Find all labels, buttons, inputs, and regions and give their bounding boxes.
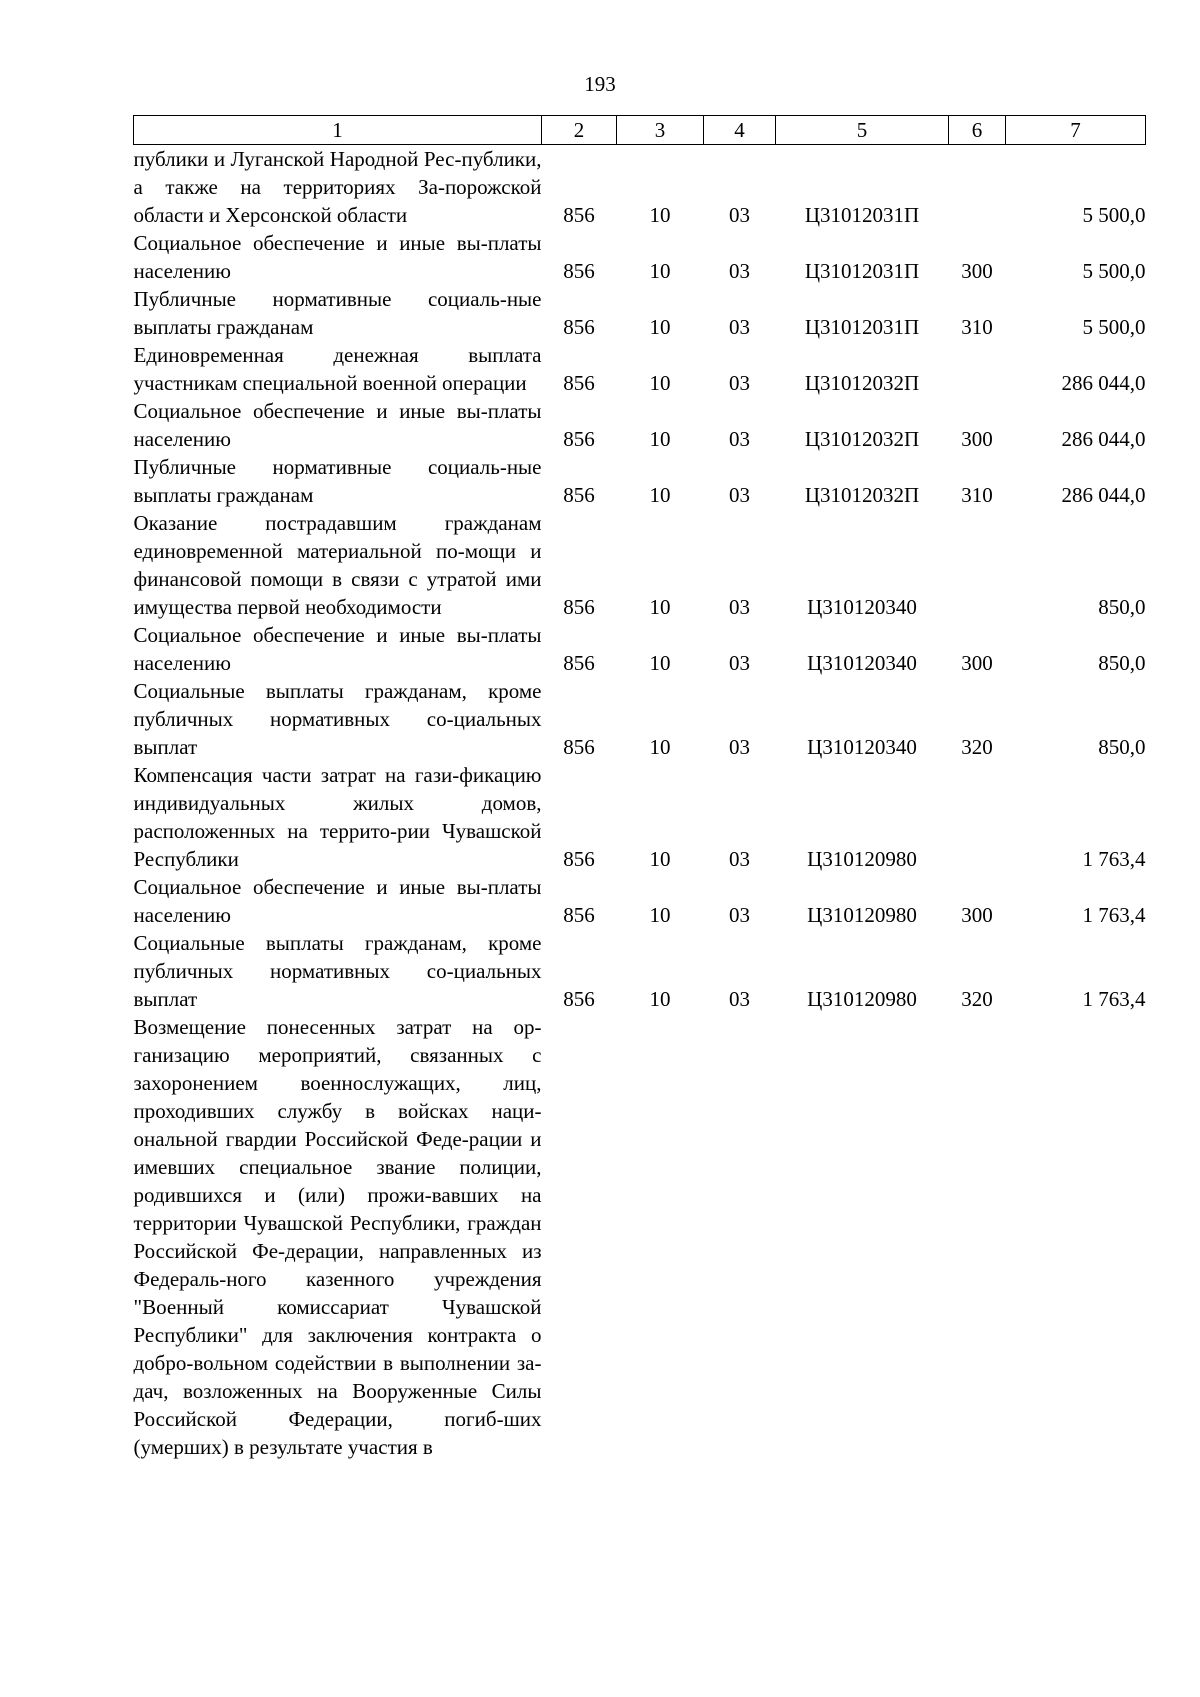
row-subsection: 03: [729, 483, 750, 507]
column-header-5: 5: [776, 116, 949, 145]
row-expense-type: 320: [961, 987, 993, 1011]
row-target-item: Ц310120980: [807, 987, 917, 1011]
row-subsection: 03: [729, 371, 750, 395]
row-expense-type: 310: [961, 315, 993, 339]
row-target-item: Ц310120340: [807, 735, 917, 759]
row-name: Социальное обеспечение и иные вы-платы населению: [133, 231, 542, 283]
row-name: Публичные нормативные социаль-ные выплаты гражданам: [133, 287, 542, 339]
row-ministry-code: 856: [563, 203, 595, 227]
row-expense-type: 320: [961, 735, 993, 759]
row-target-item: Ц31012032П: [804, 427, 920, 451]
row-target-item: Ц31012031П: [804, 259, 920, 283]
row-amount: 286 044,0: [1061, 483, 1146, 507]
row-amount: 5 500,0: [1082, 315, 1146, 339]
table-row: [134, 453, 1146, 509]
row-subsection: 03: [729, 427, 750, 451]
row-ministry-code: 856: [563, 315, 595, 339]
row-section: 10: [649, 259, 671, 283]
row-name: Социальные выплаты гражданам, кроме публичных нормативных со-циальных выплат: [133, 679, 542, 759]
row-section: 10: [649, 371, 671, 395]
row-ministry-code: 856: [563, 371, 595, 395]
row-subsection: 03: [729, 595, 750, 619]
row-expense-type: 300: [961, 651, 993, 675]
row-name: Компенсация части затрат на гази-фикацию индивидуальных жилых домов, расположенных на террито-рии Чувашской Республики: [133, 763, 542, 871]
column-header-4: 4: [704, 116, 776, 145]
table-row: [134, 621, 1146, 677]
row-section: 10: [649, 427, 671, 451]
row-expense-type: 300: [961, 259, 993, 283]
row-expense-type: [949, 145, 1006, 230]
row-subsection: 03: [729, 259, 750, 283]
column-header-2: 2: [542, 116, 617, 145]
row-ministry-code: 856: [563, 847, 595, 871]
row-name: публики и Луганской Народной Рес-публики, а также на территориях За-порожской области и Херсонской области: [133, 147, 542, 227]
table-row: [134, 285, 1146, 341]
row-name: Социальные выплаты гражданам, кроме публичных нормативных со-циальных выплат: [133, 931, 542, 1011]
row-amount: 850,0: [1098, 735, 1146, 759]
row-ministry-code: 856: [563, 427, 595, 451]
table-row: [134, 145, 1146, 230]
table-header-row: [134, 116, 1146, 145]
page-number: 193: [584, 72, 616, 96]
row-section: 10: [649, 483, 671, 507]
row-target-item: Ц31012032П: [804, 483, 920, 507]
row-target-item: Ц31012032П: [804, 371, 920, 395]
row-name: Оказание пострадавшим гражданам единовременной материальной по-мощи и финансовой помощи в связи с утратой ими имущества первой необходимости: [133, 511, 542, 619]
row-subsection: 03: [729, 987, 750, 1011]
column-header-1: 1: [134, 116, 542, 145]
row-subsection: 03: [729, 315, 750, 339]
row-ministry-code: 856: [563, 483, 595, 507]
row-amount: 1 763,4: [1082, 987, 1146, 1011]
row-subsection: 03: [729, 903, 750, 927]
row-expense-type: [949, 341, 1006, 397]
row-expense-type: 300: [961, 903, 993, 927]
row-section: 10: [649, 987, 671, 1011]
row-amount: 286 044,0: [1061, 427, 1146, 451]
row-subsection: [704, 1013, 776, 1461]
row-section: 10: [649, 203, 671, 227]
row-section: 10: [649, 595, 671, 619]
row-name: Возмещение понесенных затрат на ор-ганизацию мероприятий, связанных с захоронением военнослужащих, лиц, проходивших службу в войсках наци-ональной гвардии Российской Феде-рации и имевших специальное звание полиции, родившихся и (или) прожи-вавших на территории Чувашской Республики, граждан Российской Фе-дерации, направленных из Федераль-ного казенного учреждения "Военный комиссариат Чувашской Республики" для заключения контракта о добро-вольном содействии в выполнении за-дач, возложенных на Вооруженные Силы Российской Федерации, погиб-ших (умерших) в результате участия в: [133, 1015, 542, 1459]
table-row: [134, 509, 1146, 621]
row-subsection: 03: [729, 847, 750, 871]
column-header-3: 3: [617, 116, 704, 145]
table-row: [134, 761, 1146, 873]
row-target-item: Ц31012031П: [804, 315, 920, 339]
row-target-item: Ц31012031П: [804, 203, 920, 227]
row-section: 10: [649, 735, 671, 759]
row-ministry-code: 856: [563, 259, 595, 283]
row-subsection: 03: [729, 203, 750, 227]
budget-table: [133, 115, 1146, 1461]
row-expense-type: [949, 1013, 1006, 1461]
row-amount: 1 763,4: [1082, 903, 1146, 927]
row-expense-type: 310: [961, 483, 993, 507]
row-section: 10: [649, 847, 671, 871]
row-subsection: 03: [729, 651, 750, 675]
row-target-item: Ц310120340: [807, 595, 917, 619]
table-row: [134, 341, 1146, 397]
row-expense-type: 300: [961, 427, 993, 451]
row-name: Публичные нормативные социаль-ные выплаты гражданам: [133, 455, 542, 507]
row-subsection: 03: [729, 735, 750, 759]
table-row: [134, 229, 1146, 285]
row-target-item: Ц310120340: [807, 651, 917, 675]
column-header-7: 7: [1006, 116, 1146, 145]
column-header-6: 6: [949, 116, 1006, 145]
table-row: [134, 929, 1146, 1013]
row-ministry-code: 856: [563, 735, 595, 759]
row-amount: 850,0: [1098, 651, 1146, 675]
row-target-item: [776, 1013, 949, 1461]
row-amount: [1006, 1013, 1146, 1461]
row-section: [617, 1013, 704, 1461]
table-row: [134, 677, 1146, 761]
row-name: Социальное обеспечение и иные вы-платы населению: [133, 875, 542, 927]
row-amount: 1 763,4: [1082, 847, 1146, 871]
row-amount: 5 500,0: [1082, 259, 1146, 283]
row-name: Социальное обеспечение и иные вы-платы населению: [133, 623, 542, 675]
row-target-item: Ц310120980: [807, 903, 917, 927]
row-amount: 286 044,0: [1061, 371, 1146, 395]
row-amount: 850,0: [1098, 595, 1146, 619]
row-ministry-code: 856: [563, 651, 595, 675]
table-row: [134, 1013, 1146, 1461]
row-ministry-code: 856: [563, 987, 595, 1011]
row-target-item: Ц310120980: [807, 847, 917, 871]
table-row: [134, 397, 1146, 453]
row-ministry-code: [542, 1013, 617, 1461]
row-expense-type: [949, 761, 1006, 873]
row-amount: 5 500,0: [1082, 203, 1146, 227]
row-section: 10: [649, 315, 671, 339]
row-section: 10: [649, 651, 671, 675]
row-name: Единовременная денежная выплата участникам специальной военной операции: [133, 343, 542, 395]
row-expense-type: [949, 509, 1006, 621]
table-row: [134, 873, 1146, 929]
row-ministry-code: 856: [563, 903, 595, 927]
row-section: 10: [649, 903, 671, 927]
row-ministry-code: 856: [563, 595, 595, 619]
row-name: Социальное обеспечение и иные вы-платы населению: [133, 399, 542, 451]
